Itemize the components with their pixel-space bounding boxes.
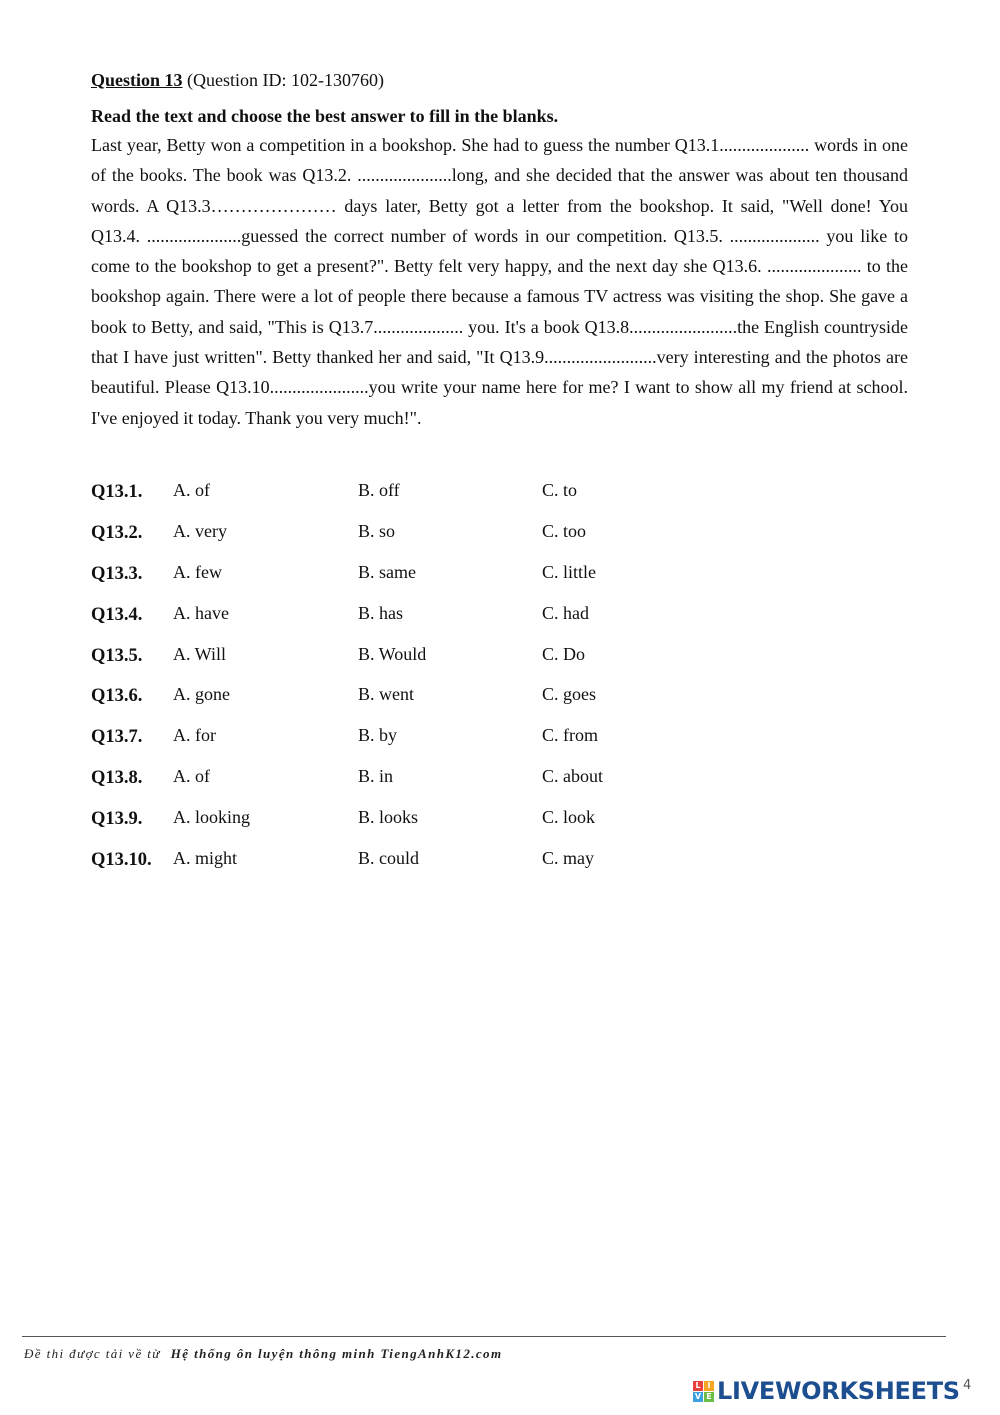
option-c[interactable]: C. from [542,725,598,746]
answer-options [91,476,791,885]
logo-squares-icon [693,1381,714,1402]
footer-site: Hệ thống ôn luyện thông minh TiengAnhK12.com [170,1346,503,1361]
footer-prefix: Đề thi được tải về từ [24,1346,161,1361]
footer-source [24,1346,502,1362]
question-number: Q13.7. [91,727,143,748]
option-a[interactable]: A. few [173,561,222,582]
option-c[interactable]: C. had [542,602,589,623]
question-row [91,599,791,640]
option-b[interactable]: B. could [358,848,419,869]
option-c[interactable]: C. Do [542,643,586,664]
option-c[interactable]: C. about [542,766,603,787]
logo-square: L [693,1381,703,1391]
question-number: Q13.10. [91,850,152,871]
question-number: Q13.3. [91,563,143,584]
instruction-text: Read the text and choose the best answer to fill in the blanks. [91,106,559,126]
question-number: Q13.4. [91,604,143,625]
question-number: Q13.5. [91,645,143,666]
page-number: 4 [963,1378,972,1393]
question-id: (Question ID: 102-130760) [182,70,384,90]
option-c[interactable]: C. may [542,848,594,869]
question-row [91,476,791,517]
footer-divider [22,1336,946,1337]
question-row [91,640,791,681]
option-b[interactable]: B. in [358,766,394,787]
option-c[interactable]: C. look [542,807,596,828]
question-row [91,517,791,558]
passage-text: Last year, Betty won a competition in a bookshop. She had to guess the number Q13.1.................... words in one of the books. The book was Q13.2. .....................long, and she decided that the answer was about ten thousand words. A Q13.3………………… days later, Betty got a letter from the bookshop. It said, "Well done! You Q13.4. .....................guessed the correct number of words in our competition. Q13.5. .................... you like to come to the bookshop to get a present?". Betty felt very happy, and the next day she Q13.6. ..................... to the bookshop again. There were a lot of people there because a famous TV actress was visiting the shop. She gave a book to Betty, and said, "This is Q13.7.................... you. It's a book Q13.8........................the English countryside that I have just written". Betty thanked her and said, "It Q13.9.........................very interesting and the photos are beautiful. Please Q13.10......................you write your name here for me? I want to show all my friend at school. I've enjoyed it today. Thank you very much!". [91,135,908,428]
option-b[interactable]: B. has [358,602,403,623]
option-a[interactable]: A. of [173,766,210,787]
option-c[interactable]: C. too [542,520,587,541]
question-header [91,68,384,92]
question-row [91,680,791,721]
option-a[interactable]: A. gone [173,684,230,705]
logo-square: V [694,1391,702,1401]
option-a[interactable]: A. have [173,602,229,623]
option-a[interactable]: A. for [173,725,216,746]
logo-text: LIVEWORKSHEETS [717,1377,960,1405]
option-b[interactable]: B. by [358,725,398,746]
option-a[interactable]: A. of [173,480,210,500]
question-number: Q13.8. [91,768,143,789]
option-c[interactable]: C. to [542,480,578,500]
option-a[interactable]: A. Will [173,643,226,664]
option-a[interactable]: A. looking [173,807,251,828]
option-c[interactable]: C. goes [542,684,596,705]
question-row [91,803,791,844]
option-a[interactable]: A. very [173,520,227,541]
logo-square: E [704,1392,714,1402]
logo-square: I [704,1381,714,1391]
option-b[interactable]: B. Would [358,643,427,664]
option-c[interactable]: C. little [542,561,596,582]
question-number: Q13.2. [91,522,143,543]
option-b[interactable]: B. off [358,480,400,500]
question-row [91,762,791,803]
question-number: Q13.9. [91,809,143,830]
question-number: Q13.1. [91,482,143,502]
reading-passage [91,130,908,433]
question-row [91,558,791,599]
option-b[interactable]: B. so [358,520,396,541]
option-b[interactable]: B. same [358,561,416,582]
question-title: Question 13 [91,70,183,90]
option-b[interactable]: B. looks [358,807,419,828]
question-row [91,721,791,762]
question-row [91,844,791,885]
option-a[interactable]: A. might [173,848,238,869]
question-number: Q13.6. [91,686,143,707]
option-b[interactable]: B. went [358,684,414,705]
liveworksheets-logo[interactable] [693,1376,960,1406]
